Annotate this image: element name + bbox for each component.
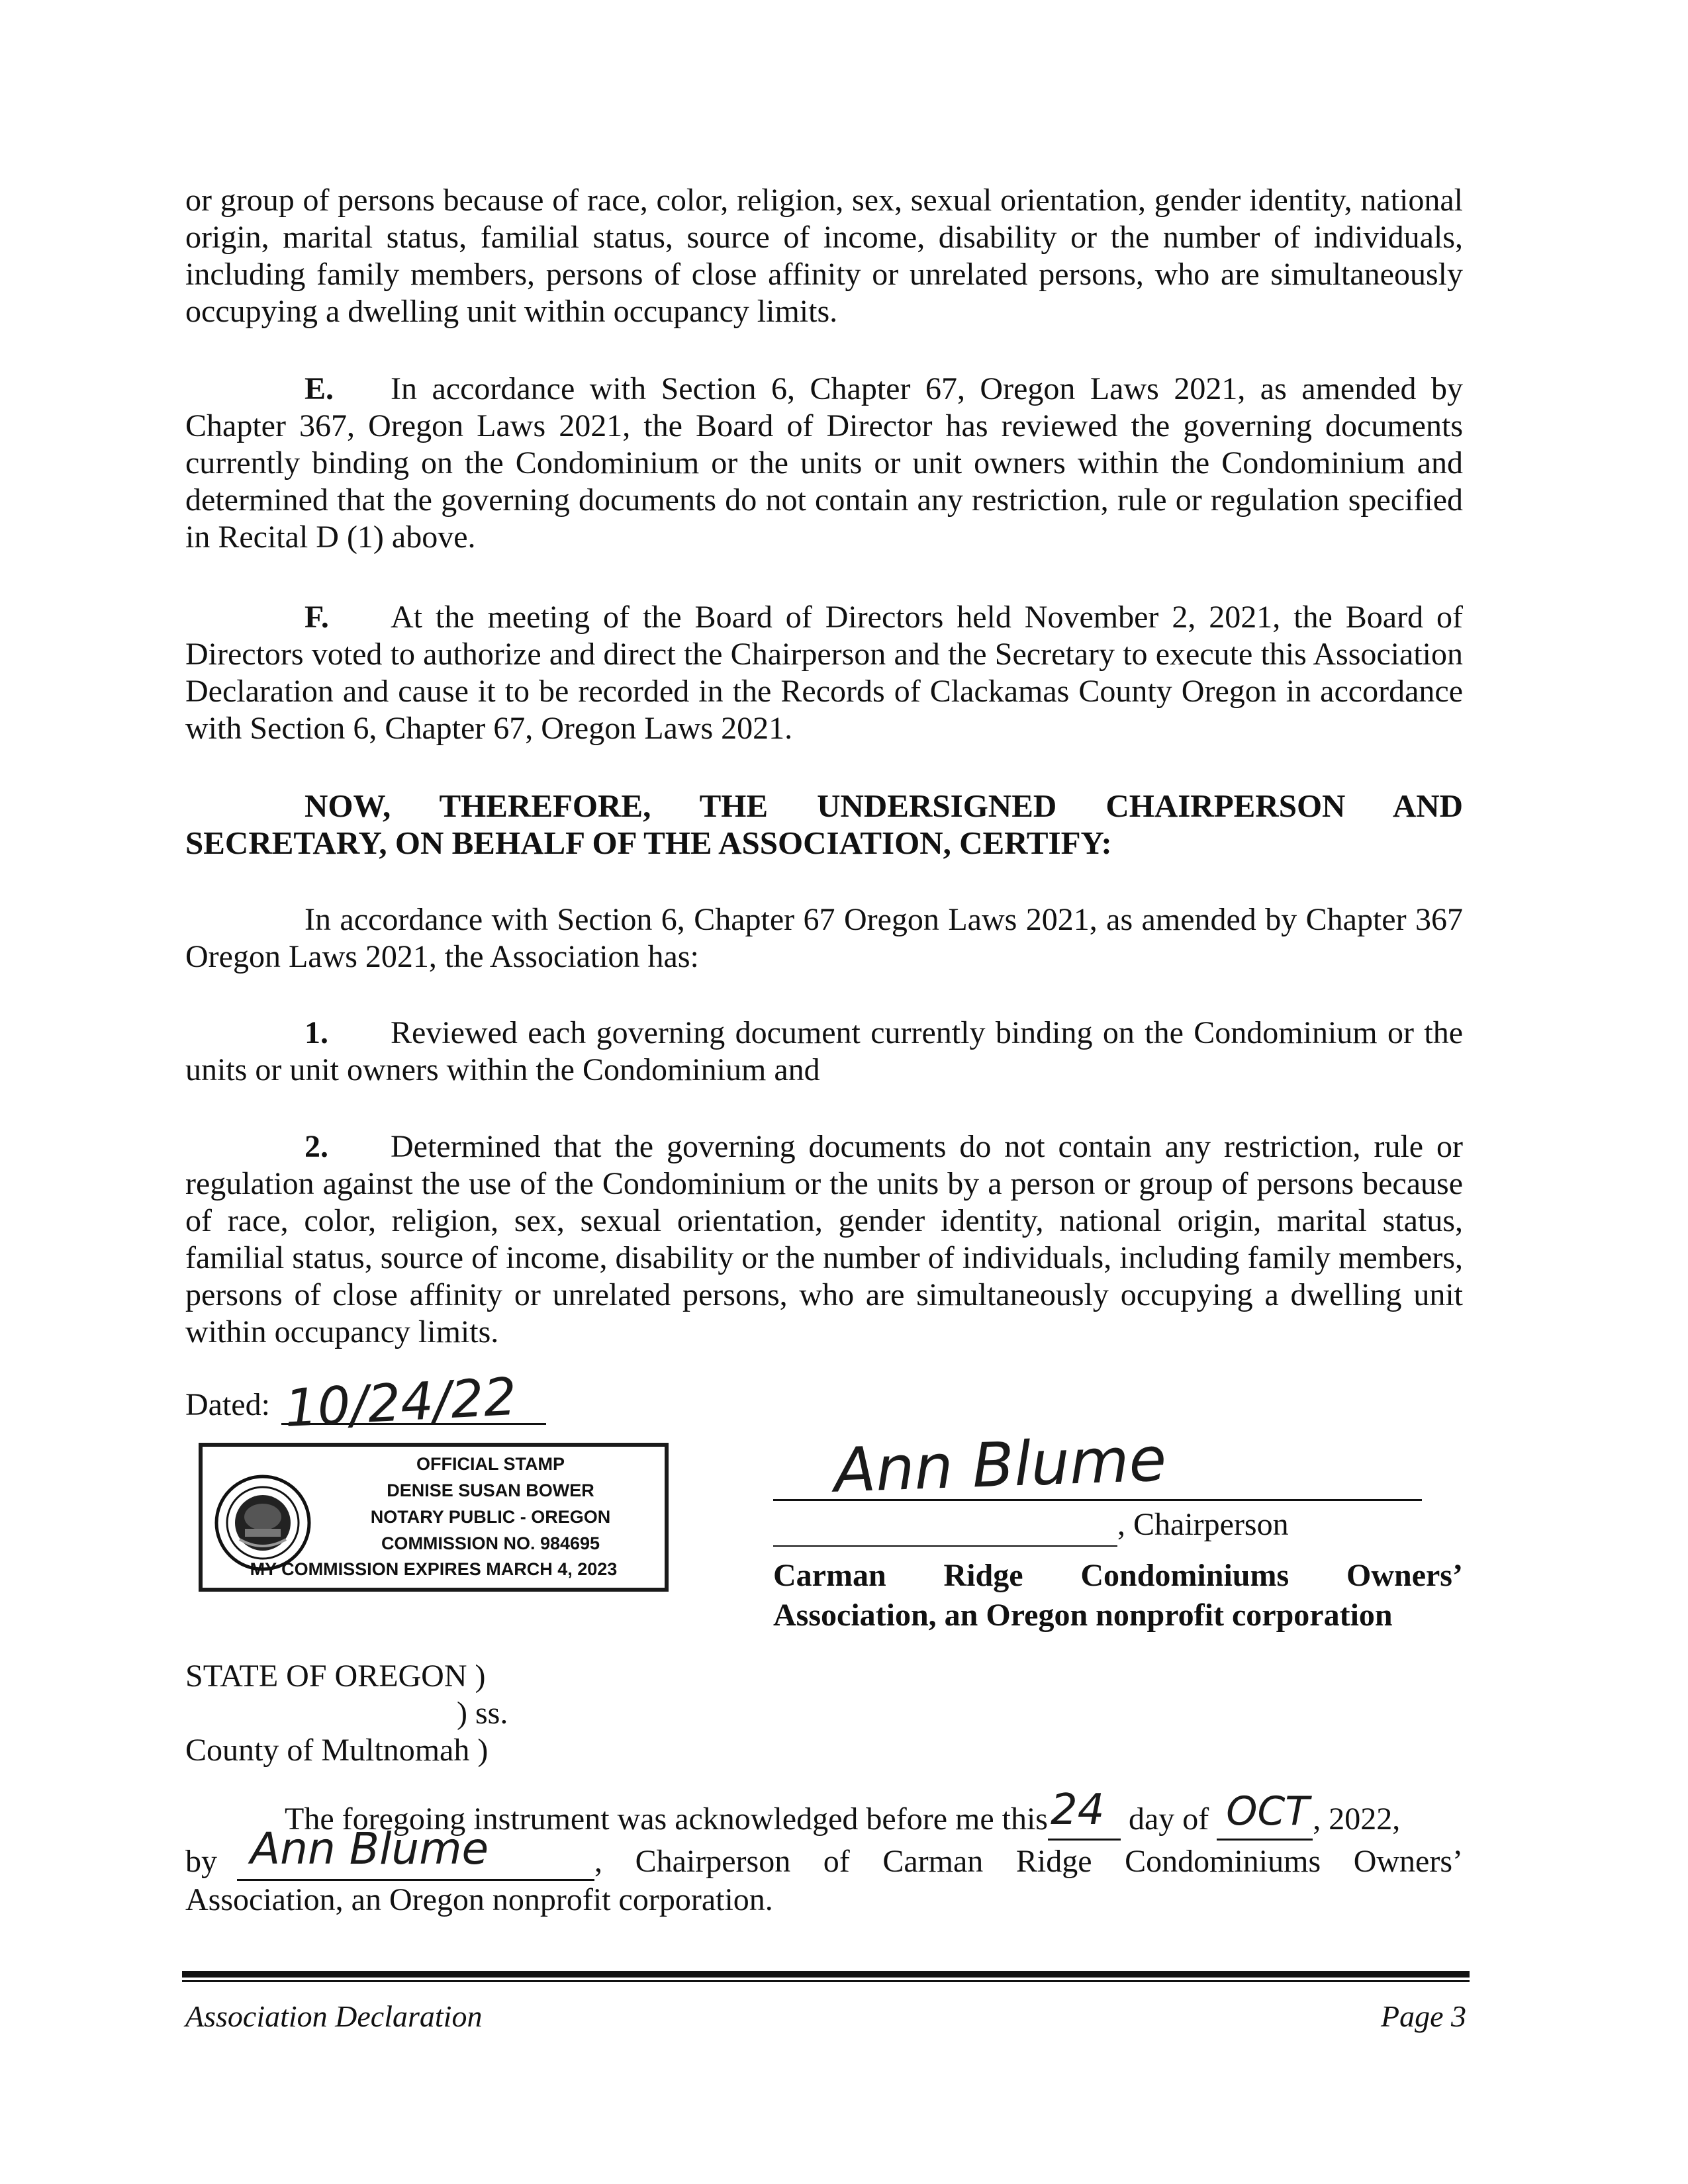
item-1-label: 1. [305,1015,328,1050]
acknowledgment-line-2 [185,1823,1463,1881]
ack-text-1: The foregoing instrument was acknowledged before me this [285,1801,1048,1837]
intro-text: In accordance with Section 6, Chapter 67 Oregon Laws 2021, as amended by Chapter 367 Oregon Laws 2021, the Association has: [185,902,1463,974]
intro-paragraph [185,901,1463,976]
recital-f [185,599,1463,747]
paragraph-continued-text: or group of persons because of race, color, religion, sex, sexual orientation, gender identity, national origin, marital status, familial status, source of income, disability or the number of individuals, including family members, persons of close affinity or unrelated persons, who are simultaneously occupying a dwelling unit within occupancy limits. [185,183,1463,329]
acknowledgment-line-3 [185,1881,1463,1919]
item-2 [185,1128,1463,1351]
signature-line [773,1499,1422,1501]
recital-e [185,371,1463,556]
recital-f-label: F. [305,600,329,635]
paragraph-continued [185,182,1463,330]
footer-title: Association Declaration [185,1999,483,2033]
stamp-line-4: COMMISSION NO. 984695 [381,1533,600,1553]
ack-text-4-end: Association, an Oregon nonprofit corporation. [185,1882,773,1917]
item-1-text: Reviewed each governing document currently binding on the Condominium or the units or unit owners within the Condominium and [185,1015,1463,1087]
association-word: Ridge [943,1558,1023,1593]
venue-state: STATE OF OREGON ) [185,1659,486,1694]
ack-day-blank [1048,1786,1121,1841]
venue-county: County of Multnomah ) [185,1733,489,1768]
association-name [773,1539,1463,1635]
association-word: Owners’ [1346,1558,1463,1593]
item-2-label: 2. [305,1129,328,1164]
ack-by-label: by [185,1844,217,1879]
ack-name-blank [237,1823,594,1881]
now-therefore-text: NOW, THEREFORE, THE UNDERSIGNED CHAIRPERSON AND SECRETARY, ON BEHALF OF THE ASSOCIATION, CERTIFY: [185,788,1463,861]
dated-label: Dated: [185,1387,270,1422]
acknowledgment-paragraph [185,1786,1463,1919]
association-name-line-2: Association, an Oregon nonprofit corporation [773,1598,1393,1633]
ack-text-3: , 2022, [1313,1801,1401,1837]
association-word: Condominiums [1080,1558,1289,1593]
venue-ss: ) ss. [457,1696,508,1731]
footer-rule-thin [182,1980,1470,1982]
item-2-text: Determined that the governing documents do not contain any restriction, rule or regulation against the use of the Condominium or the units by a person or group of persons because of race, color, religion, sex, sexual orientation, gender identity, national origin, marital status, familial status, source of income, disability or the number of individuals, including family members, persons of close affinity or unrelated persons, who are simultaneously occupying a dwelling unit within occupancy limits. [185,1129,1463,1349]
chairperson-signature: Ann Blume [833,1424,1168,1506]
stamp-text [318,1451,663,1557]
ack-month-blank [1217,1788,1313,1841]
oregon-seal-icon [213,1473,312,1572]
stamp-line-3: NOTARY PUBLIC - OREGON [370,1507,611,1527]
recital-e-text: In accordance with Section 6, Chapter 67, Oregon Laws 2021, as amended by Chapter 367, Oregon Laws 2021, the Board of Director has reviewed the governing documents currently binding on the Condominium or the units or unit owners within the Condominium and determined that the governing documents do not contain any restriction, rule or regulation specified in Recital D (1) above. [185,371,1463,555]
venue-block [185,1658,488,1769]
item-1 [185,1015,1463,1089]
ack-day-handwritten: 24 [1050,1786,1105,1835]
stamp-line-2: DENISE SUSAN BOWER [387,1480,594,1500]
chairperson-title: , Chairperson [1117,1507,1289,1542]
ack-month-handwritten: OCT [1226,1788,1310,1835]
now-therefore-heading [185,788,1463,862]
ack-text-4-start: , Chairperson of Carman Ridge Condominiums Owners’ [594,1844,1463,1879]
footer-rule-thick [182,1971,1470,1978]
recital-f-text: At the meeting of the Board of Directors held November 2, 2021, the Board of Directors voted to authorize and direct the Chairperson and the Secretary to execute this Association Declaration and cause it to be recorded in the Records of Clackamas County Oregon in accordance with Section 6, Chapter 67, Oregon Laws 2021. [185,600,1463,746]
recital-e-label: E. [305,371,334,406]
ack-name-handwritten: Ann Blume [250,1823,489,1874]
footer-page-number: Page 3 [1380,1999,1466,2033]
stamp-line-5: MY COMMISSION EXPIRES MARCH 4, 2023 [250,1559,618,1579]
dated-handwritten: 10/24/22 [283,1367,518,1439]
ack-text-2: day of [1128,1801,1209,1837]
association-word: Carman [773,1558,886,1593]
notary-stamp [199,1443,669,1592]
stamp-line-1: OFFICIAL STAMP [416,1454,565,1474]
association-name-line-1 [773,1556,1463,1596]
